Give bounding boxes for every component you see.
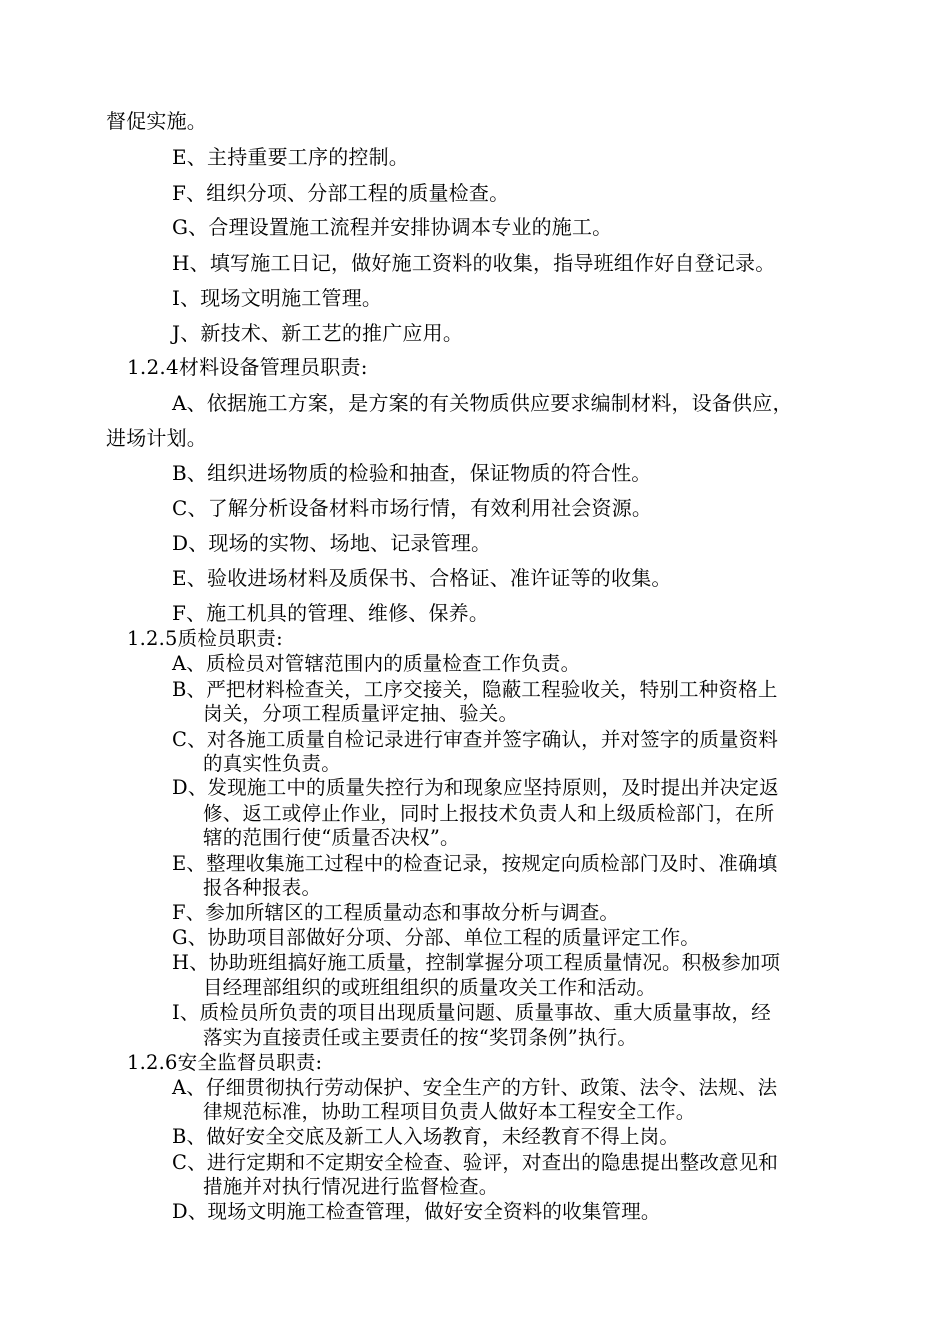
list-item-continuation: 进场计划。: [106, 426, 207, 450]
list-item-continuation: 报各种报表。: [203, 876, 322, 899]
list-item: B、组织进场物质的检验和抽查，保证物质的符合性。: [172, 461, 652, 485]
list-item: D、发现施工中的质量失控行为和现象应坚持原则，及时提出并决定返: [172, 776, 779, 799]
list-item: D、现场文明施工检查管理，做好安全资料的收集管理。: [172, 1200, 661, 1223]
list-item: F、参加所辖区的工程质量动态和事故分析与调查。: [172, 901, 620, 924]
paragraph-continuation: 督促实施。: [106, 109, 207, 133]
list-item: G、合理设置施工流程并安排协调本专业的施工。: [172, 215, 613, 239]
list-item: I、质检员所负责的项目出现质量问题、质量事故、重大质量事故，经: [172, 1001, 771, 1024]
list-item: E、主持重要工序的控制。: [172, 145, 409, 169]
list-item: D、现场的实物、场地、记录管理。: [172, 531, 492, 555]
list-item: B、严把材料检查关，工序交接关，隐蔽工程验收关，特别工种资格上: [172, 678, 778, 701]
list-item: A、质检员对管辖范围内的质量检查工作负责。: [172, 652, 581, 675]
list-item: I、现场文明施工管理。: [172, 286, 383, 310]
list-item-continuation: 岗关，分项工程质量评定抽、验关。: [203, 702, 519, 725]
list-item: C、进行定期和不定期安全检查、验评，对查出的隐患提出整改意见和: [172, 1151, 779, 1174]
section-heading: 1.2.5质检员职责:: [127, 627, 283, 650]
list-item-continuation: 律规范标准，协助工程项目负责人做好本工程安全工作。: [203, 1100, 696, 1123]
list-item: E、整理收集施工过程中的检查记录，按规定向质检部门及时、准确填: [172, 852, 778, 875]
list-item-continuation: 修、返工或停止作业，同时上报技术负责人和上级质检部门，在所: [203, 802, 775, 825]
list-item-continuation: 措施并对执行情况进行监督检查。: [203, 1175, 499, 1198]
list-item: H、填写施工日记，做好施工资料的收集，指导班组作好自登记录。: [172, 251, 776, 275]
list-item: A、仔细贯彻执行劳动保护、安全生产的方针、政策、法令、法规、法: [172, 1076, 778, 1099]
list-item-continuation: 的真实性负责。: [203, 752, 341, 775]
list-item-continuation: 目经理部组织的或班组组织的质量攻关工作和活动。: [203, 976, 657, 999]
list-item-continuation: 落实为直接责任或主要责任的按“奖罚条例”执行。: [203, 1026, 638, 1049]
section-heading: 1.2.6安全监督员职责:: [127, 1051, 323, 1074]
list-item-continuation: 辖的范围行使“质量否决权”。: [203, 826, 460, 849]
section-heading: 1.2.4材料设备管理员职责:: [127, 355, 368, 379]
list-item: G、协助项目部做好分项、分部、单位工程的质量评定工作。: [172, 926, 700, 949]
list-item: F、组织分项、分部工程的质量检查。: [172, 181, 510, 205]
list-item: C、对各施工质量自检记录进行审查并签字确认，并对签字的质量资料: [172, 728, 779, 751]
list-item: F、施工机具的管理、维修、保养。: [172, 601, 490, 625]
list-item: H、协助班组搞好施工质量，控制掌握分项工程质量情况。积极参加项: [172, 951, 781, 974]
list-item: E、验收进场材料及质保书、合格证、准许证等的收集。: [172, 566, 672, 590]
list-item: A、依据施工方案，是方案的有关物质供应要求编制材料，设备供应，: [172, 391, 793, 415]
list-item: C、了解分析设备材料市场行情，有效利用社会资源。: [172, 496, 653, 520]
list-item: B、做好安全交底及新工人入场教育，未经教育不得上岗。: [172, 1125, 680, 1148]
list-item: J、新技术、新工艺的推广应用。: [172, 321, 464, 345]
